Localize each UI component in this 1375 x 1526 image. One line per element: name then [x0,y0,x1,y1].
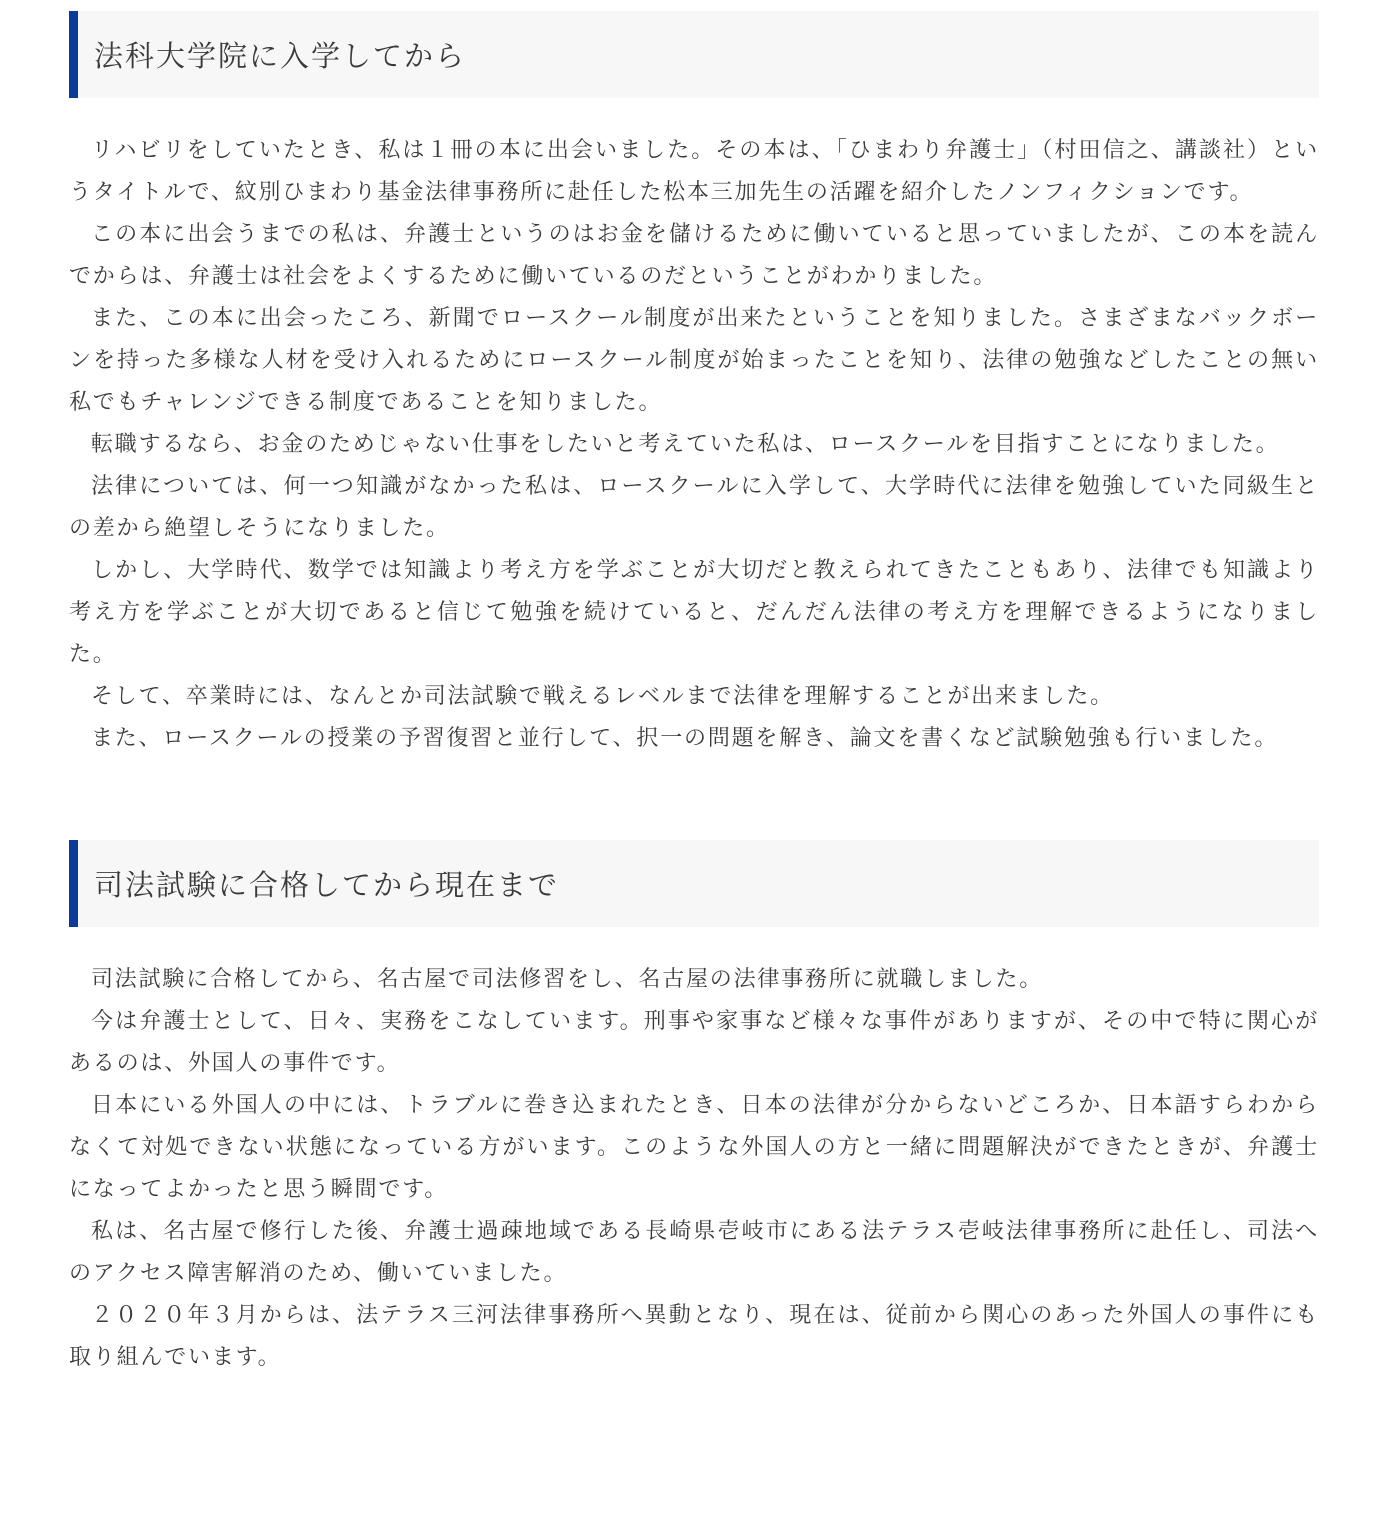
paragraph: 私は、名古屋で修行した後、弁護士過疎地域である長崎県壱岐市にある法テラス壱岐法律事務所に赴任し、司法へのアクセス障害解消のため、働いていました。 [69,1219,1319,1286]
paragraph: しかし、大学時代、数学では知識より考え方を学ぶことが大切だと教えられてきたこともあり、法律でも知識より考え方を学ぶことが大切であると信じて勉強を続けていると、だんだん法律の考え方を理解できるようになりました。 [69,558,1319,667]
section-title: 司法試験に合格してから現在まで [94,868,560,902]
paragraph: この本に出会うまでの私は、弁護士というのはお金を儲けるために働いていると思っていましたが、この本を読んでからは、弁護士は社会をよくするために働いているのだということがわかりました。 [69,222,1319,289]
section-spacer [69,760,1319,840]
paragraph: ２０２０年３月からは、法テラス三河法律事務所へ異動となり、現在は、従前から関心のあった外国人の事件にも取り組んでいます。 [69,1303,1319,1370]
section-after-bar-exam [69,840,1319,1379]
section-heading [69,840,1319,927]
paragraph: 今は弁護士として、日々、実務をこなしています。刑事や家事など様々な事件がありますが、その中で特に関心があるのは、外国人の事件です。 [69,1009,1319,1076]
paragraph: 法律については、何一つ知識がなかった私は、ロースクールに入学して、大学時代に法律を勉強していた同級生との差から絶望しそうになりました。 [69,474,1319,541]
section-law-school [69,11,1319,760]
section-body [69,959,1319,1379]
section-title: 法科大学院に入学してから [94,39,467,73]
paragraph: リハビリをしていたとき、私は１冊の本に出会いました。その本は、「ひまわり弁護士」（村田信之、講談社）というタイトルで、紋別ひまわり基金法律事務所に赴任した松本三加先生の活躍を紹介したノンフィクションです。 [69,138,1319,205]
paragraph: 転職するなら、お金のためじゃない仕事をしたいと考えていた私は、ロースクールを目指すことになりました。 [91,432,1280,457]
paragraph: 日本にいる外国人の中には、トラブルに巻き込まれたとき、日本の法律が分からないどころか、日本語すらわからなくて対処できない状態になっている方がいます。このような外国人の方と一緒に問題解決ができたときが、弁護士になってよかったと思う瞬間です。 [69,1093,1319,1202]
section-body [69,130,1319,760]
paragraph: また、この本に出会ったころ、新聞でロースクール制度が出来たということを知りました。さまざまなバックボーンを持った多様な人材を受け入れるためにロースクール制度が始まったことを知り、法律の勉強などしたことの無い私でもチャレンジできる制度であることを知りました。 [69,306,1319,415]
article-content [69,0,1319,1379]
section-heading [69,11,1319,98]
paragraph: 司法試験に合格してから、名古屋で司法修習をし、名古屋の法律事務所に就職しました。 [91,967,1044,992]
paragraph: そして、卒業時には、なんとか司法試験で戦えるレベルまで法律を理解することが出来ました。 [91,684,1114,709]
paragraph: また、ロースクールの授業の予習復習と並行して、択一の問題を解き、論文を書くなど試験勉強も行いました。 [91,726,1279,751]
